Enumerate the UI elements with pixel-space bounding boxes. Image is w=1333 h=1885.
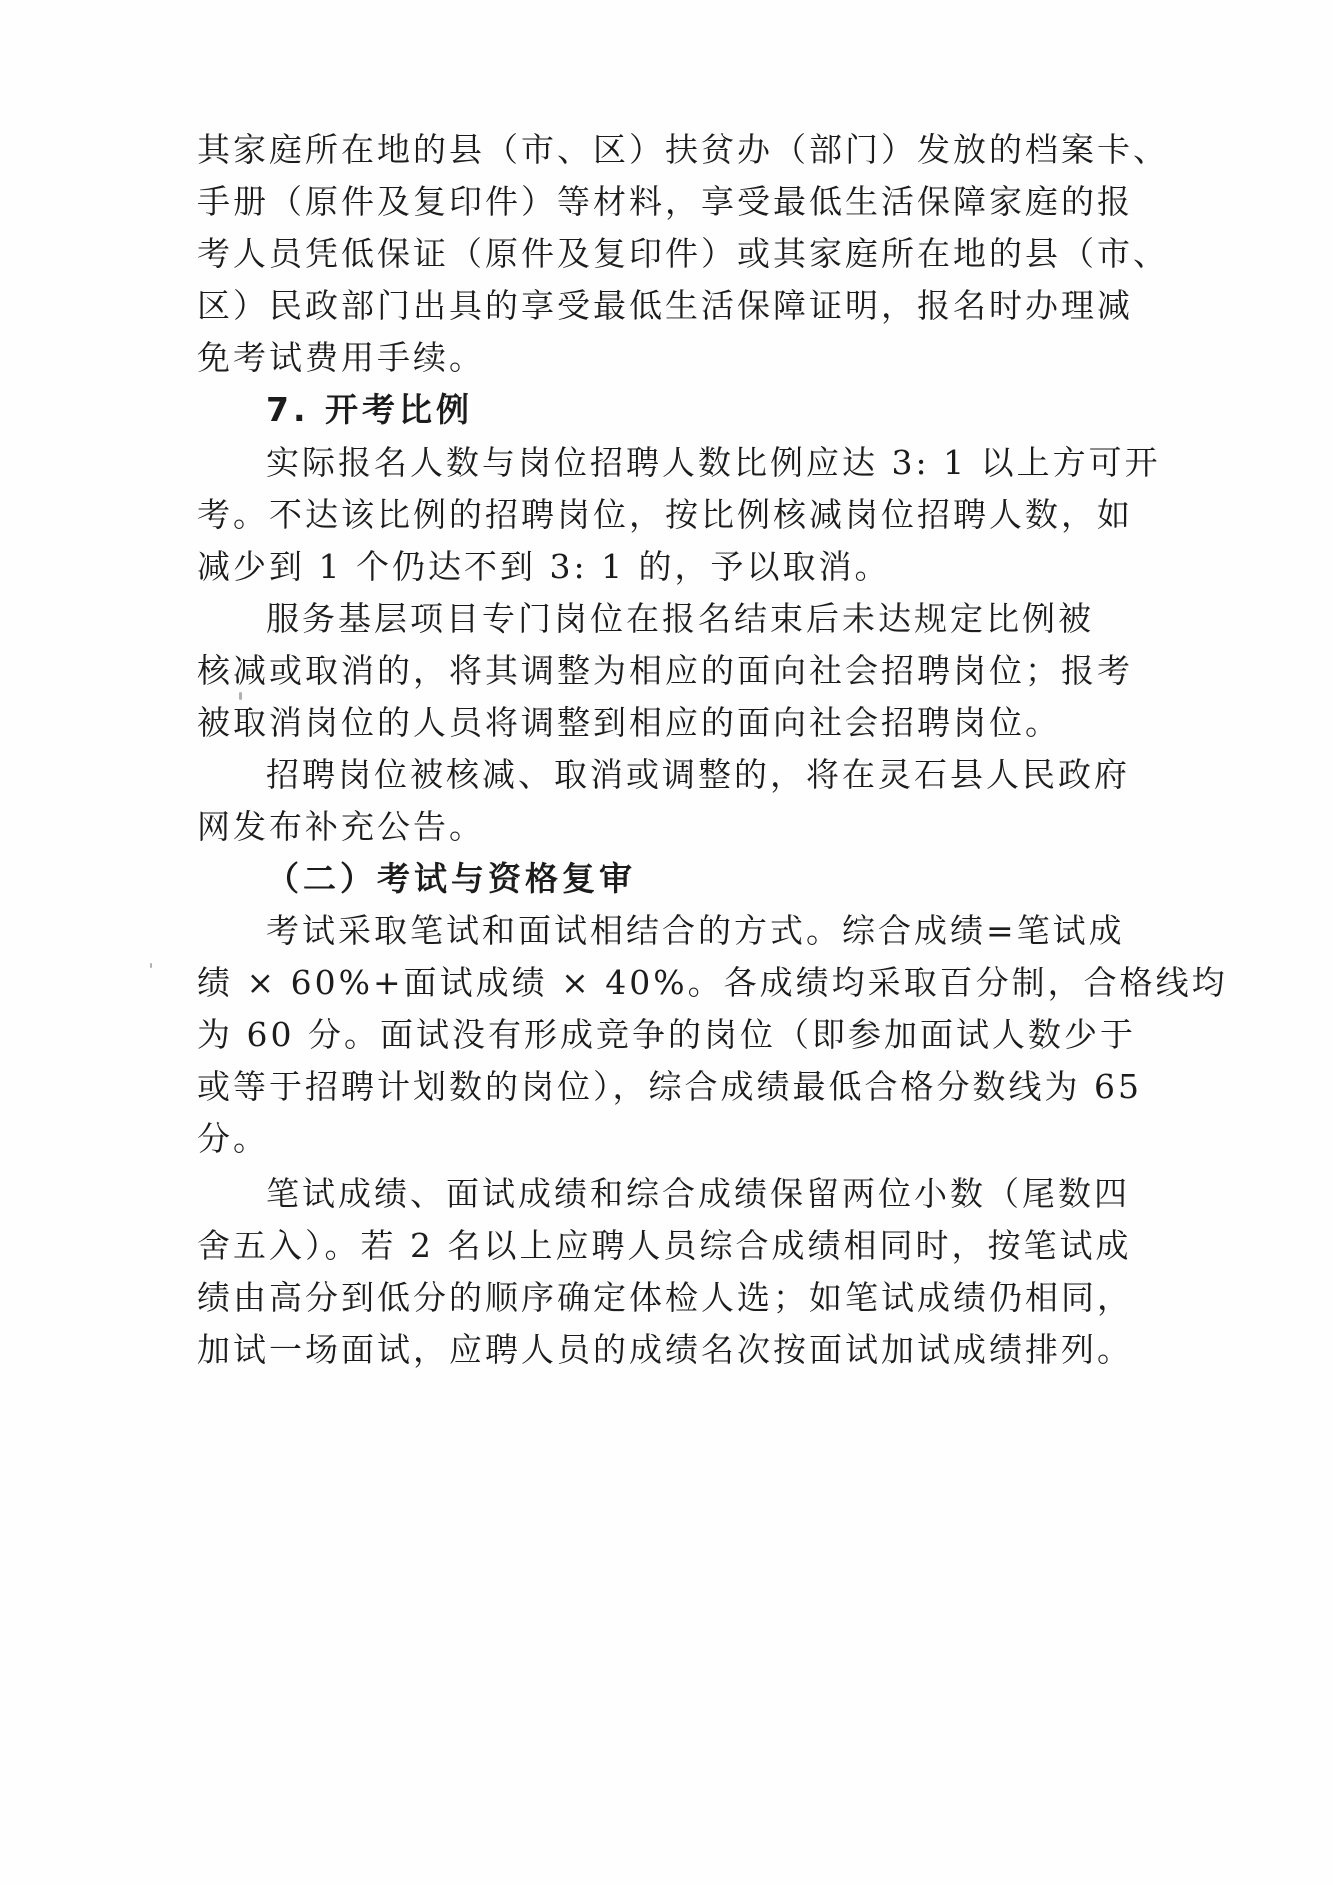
text-line: 免考试费用手续。 bbox=[197, 338, 485, 377]
text-line: 手册（原件及复印件）等材料，享受最低生活保障家庭的报 bbox=[197, 182, 1133, 221]
text-line: 服务基层项目专门岗位在报名结束后未达规定比例被 bbox=[266, 599, 1094, 638]
text-line: 或等于招聘计划数的岗位），综合成绩最低合格分数线为 65 bbox=[197, 1067, 1142, 1106]
section-heading-7: 7. 开考比例 bbox=[266, 390, 473, 429]
text-line: 绩 × 60%+面试成绩 × 40%。各成绩均采取百分制，合格线均 bbox=[197, 963, 1228, 1002]
text-line: 网发布补充公告。 bbox=[197, 807, 485, 846]
text-line: 减少到 1 个仍达不到 3: 1 的，予以取消。 bbox=[197, 547, 891, 586]
text-line: 考试采取笔试和面试相结合的方式。综合成绩=笔试成 bbox=[266, 911, 1125, 950]
text-line: 其家庭所在地的县（市、区）扶贫办（部门）发放的档案卡、 bbox=[197, 130, 1169, 169]
text-line: 被取消岗位的人员将调整到相应的面向社会招聘岗位。 bbox=[197, 703, 1061, 742]
text-line: 核减或取消的，将其调整为相应的面向社会招聘岗位；报考 bbox=[197, 651, 1133, 690]
text-line: 区）民政部门出具的享受最低生活保障证明，报名时办理减 bbox=[197, 286, 1133, 325]
text-line: 考人员凭低保证（原件及复印件）或其家庭所在地的县（市、 bbox=[197, 234, 1169, 273]
text-line: 招聘岗位被核减、取消或调整的，将在灵石县人民政府 bbox=[266, 755, 1130, 794]
text-line: 分。 bbox=[197, 1119, 269, 1158]
text-line: 为 60 分。面试没有形成竞争的岗位（即参加面试人数少于 bbox=[197, 1015, 1136, 1054]
text-line: 加试一场面试，应聘人员的成绩名次按面试加试成绩排列。 bbox=[197, 1330, 1133, 1369]
scan-artifact bbox=[239, 692, 242, 700]
scan-artifact bbox=[150, 963, 152, 968]
text-line: 笔试成绩、面试成绩和综合成绩保留两位小数（尾数四 bbox=[266, 1174, 1130, 1213]
text-line: 实际报名人数与岗位招聘人数比例应达 3: 1 以上方可开 bbox=[266, 443, 1161, 482]
text-line: 绩由高分到低分的顺序确定体检人选；如笔试成绩仍相同， bbox=[197, 1278, 1133, 1317]
text-line: 舍五入）。若 2 名以上应聘人员综合成绩相同时，按笔试成 bbox=[197, 1226, 1132, 1265]
text-line: 考。不达该比例的招聘岗位，按比例核减岗位招聘人数，如 bbox=[197, 495, 1133, 534]
section-heading-2: （二）考试与资格复审 bbox=[266, 859, 636, 898]
